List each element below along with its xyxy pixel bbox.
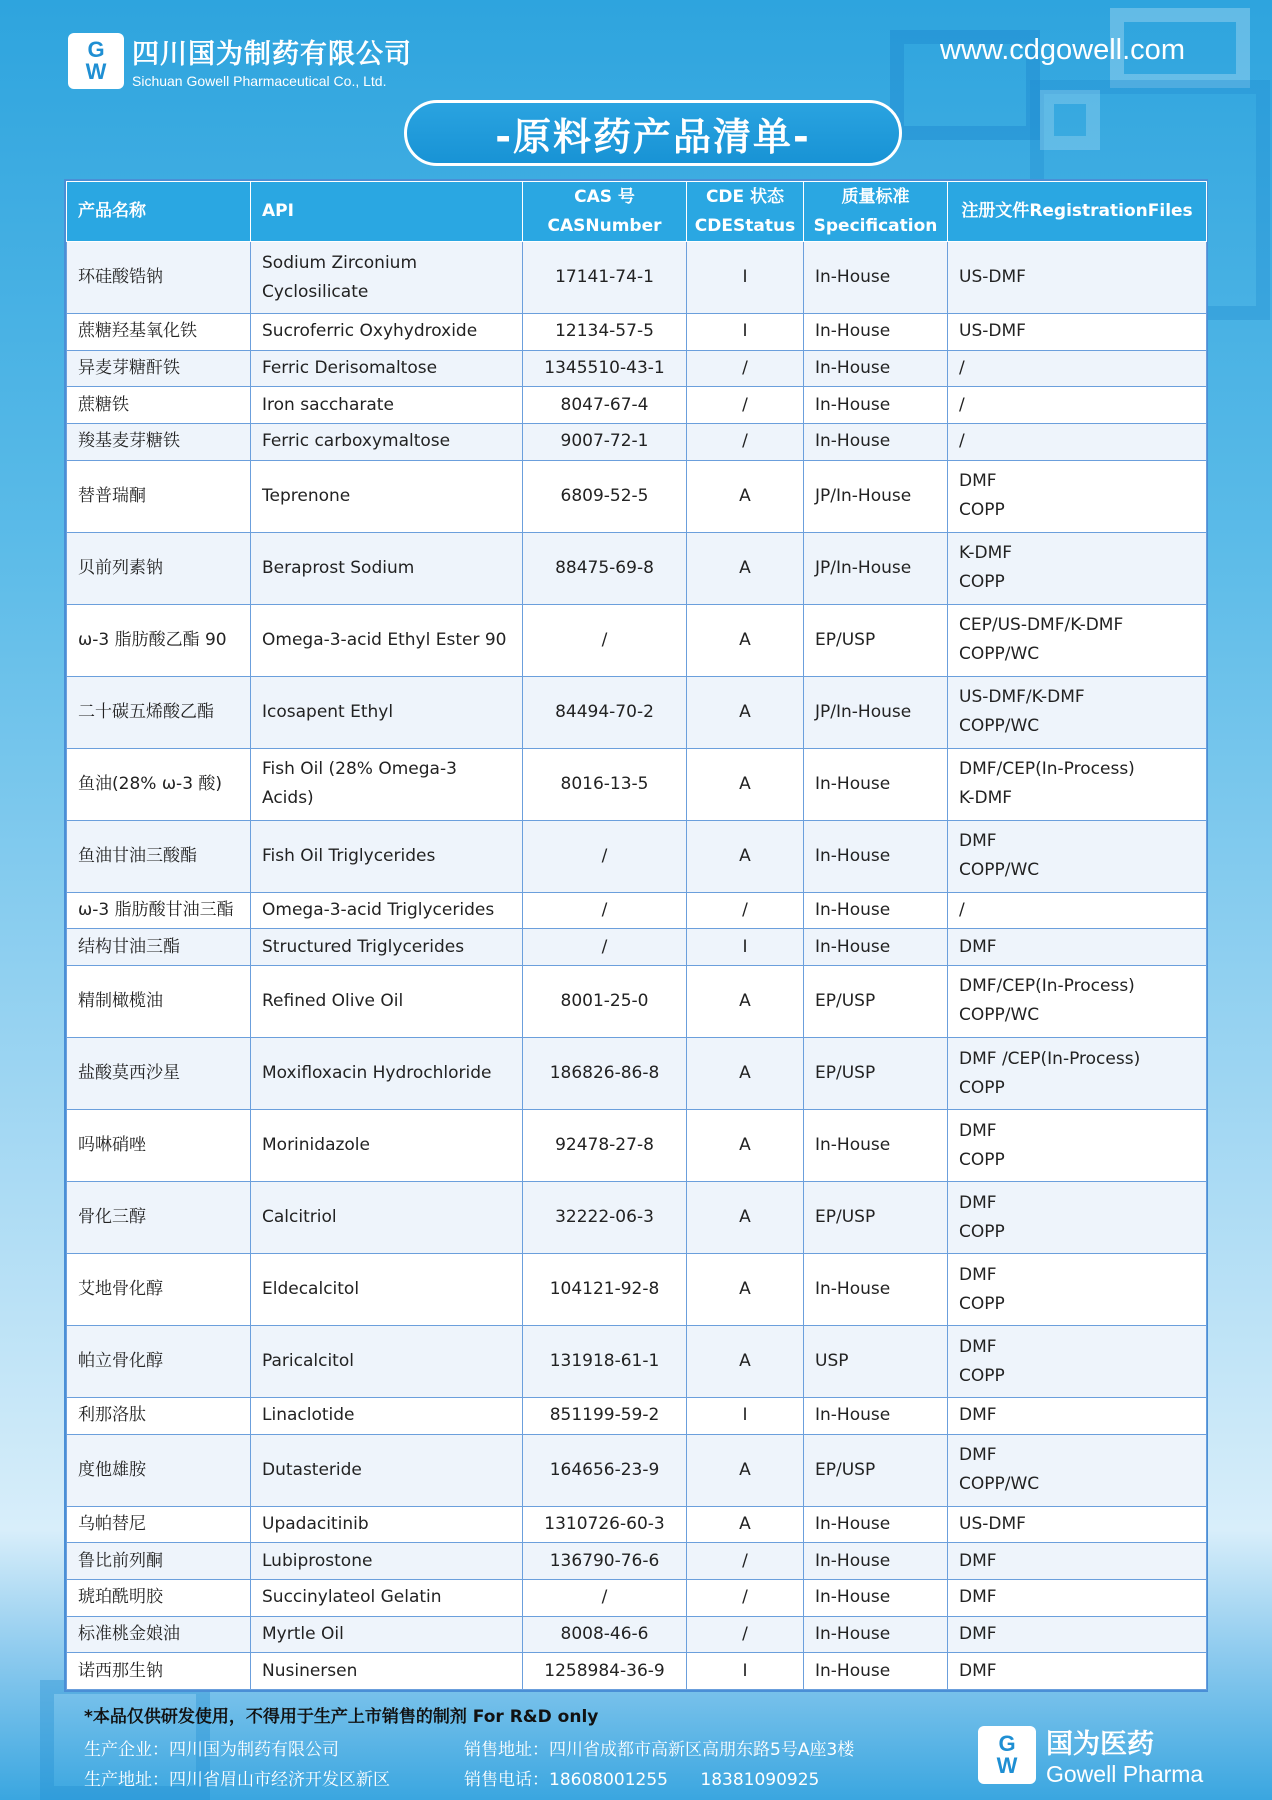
cell-product-name: 标准桃金娘油	[67, 1616, 251, 1653]
cell-cde-status: A	[687, 820, 804, 892]
cell-product-name: 鱼油甘油三酸酯	[67, 820, 251, 892]
cell-registration-files: DMF COPP	[948, 1110, 1207, 1182]
table-row	[67, 1434, 1207, 1506]
cell-cas-number: 12134-57-5	[523, 314, 687, 351]
company-name-cn: 四川国为制药有限公司	[132, 39, 412, 70]
table-row	[67, 423, 1207, 460]
cell-product-name: 吗啉硝唑	[67, 1110, 251, 1182]
table-row	[67, 460, 1207, 532]
table-row	[67, 1506, 1207, 1543]
cell-api: Iron saccharate	[251, 387, 523, 424]
cell-registration-files: /	[948, 350, 1207, 387]
table-row	[67, 1326, 1207, 1398]
cell-product-name: 鲁比前列酮	[67, 1543, 251, 1580]
cell-cde-status: /	[687, 387, 804, 424]
cell-registration-files: /	[948, 387, 1207, 424]
sales-phone: 销售电话：18608001255 18381090925	[464, 1770, 820, 1790]
cell-api: Eldecalcitol	[251, 1254, 523, 1326]
cell-product-name: 盐酸莫西沙星	[67, 1038, 251, 1110]
cell-cde-status: A	[687, 604, 804, 676]
cell-cde-status: A	[687, 676, 804, 748]
cell-registration-files: /	[948, 892, 1207, 929]
cell-cas-number: 104121-92-8	[523, 1254, 687, 1326]
cell-registration-files: CEP/US-DMF/K-DMF COPP/WC	[948, 604, 1207, 676]
cell-cas-number: 88475-69-8	[523, 532, 687, 604]
cell-cas-number: 92478-27-8	[523, 1110, 687, 1182]
table-row	[67, 676, 1207, 748]
table-row	[67, 1110, 1207, 1182]
cell-api: Sucroferric Oxyhydroxide	[251, 314, 523, 351]
cell-registration-files: DMF	[948, 1616, 1207, 1653]
cell-api: Sodium Zirconium Cyclosilicate	[251, 242, 523, 314]
cell-cde-status: /	[687, 1616, 804, 1653]
table-row	[67, 1182, 1207, 1254]
table-header-row	[67, 182, 1207, 242]
cell-cde-status: A	[687, 460, 804, 532]
cell-registration-files: DMF /CEP(In-Process) COPP	[948, 1038, 1207, 1110]
table-row	[67, 820, 1207, 892]
cell-product-name: ω-3 脂肪酸乙酯 90	[67, 604, 251, 676]
cell-cde-status: I	[687, 1653, 804, 1690]
table-row	[67, 314, 1207, 351]
cell-product-name: 二十碳五烯酸乙酯	[67, 676, 251, 748]
cell-cde-status: A	[687, 1254, 804, 1326]
table-row	[67, 892, 1207, 929]
cell-product-name: 羧基麦芽糖铁	[67, 423, 251, 460]
cell-api: Calcitriol	[251, 1182, 523, 1254]
cell-cas-number: 1258984-36-9	[523, 1653, 687, 1690]
cell-registration-files: DMF	[948, 1580, 1207, 1617]
cell-specification: In-House	[804, 242, 948, 314]
cell-registration-files: US-DMF/K-DMF COPP/WC	[948, 676, 1207, 748]
cell-specification: EP/USP	[804, 1038, 948, 1110]
cell-cas-number: 851199-59-2	[523, 1398, 687, 1435]
cell-cas-number: 8008-46-6	[523, 1616, 687, 1653]
cell-cde-status: /	[687, 423, 804, 460]
cell-registration-files: DMF	[948, 1543, 1207, 1580]
cell-product-name: 蔗糖羟基氧化铁	[67, 314, 251, 351]
cell-cde-status: /	[687, 1543, 804, 1580]
cell-cas-number: 17141-74-1	[523, 242, 687, 314]
cell-cde-status: A	[687, 1434, 804, 1506]
rd-only-note: *本品仅供研发使用，不得用于生产上市销售的制剂 For R&D only	[84, 1707, 599, 1727]
cell-specification: In-House	[804, 748, 948, 820]
cell-api: Omega-3-acid Ethyl Ester 90	[251, 604, 523, 676]
cell-registration-files: DMF	[948, 929, 1207, 966]
company-name-block	[132, 32, 412, 89]
cell-product-name: 诺西那生钠	[67, 1653, 251, 1690]
table-row	[67, 387, 1207, 424]
cell-cas-number: 186826-86-8	[523, 1038, 687, 1110]
producer-info: 生产企业：四川国为制药有限公司	[84, 1740, 339, 1760]
cell-specification: In-House	[804, 892, 948, 929]
column-header-api: API	[251, 182, 523, 242]
cell-cas-number: 6809-52-5	[523, 460, 687, 532]
cell-specification: In-House	[804, 1543, 948, 1580]
table-row	[67, 1398, 1207, 1435]
cell-cde-status: A	[687, 748, 804, 820]
company-name-en: Sichuan Gowell Pharmaceutical Co., Ltd.	[132, 73, 387, 89]
brand-name-cn: 国为医药	[1046, 1729, 1154, 1760]
cell-specification: In-House	[804, 1653, 948, 1690]
cell-cde-status: I	[687, 929, 804, 966]
cell-cas-number: 8001-25-0	[523, 965, 687, 1037]
cell-product-name: 艾地骨化醇	[67, 1254, 251, 1326]
cell-api: Moxifloxacin Hydrochloride	[251, 1038, 523, 1110]
cell-cas-number: 131918-61-1	[523, 1326, 687, 1398]
cell-registration-files: US-DMF	[948, 314, 1207, 351]
decorative-frame	[1040, 90, 1100, 150]
cell-api: Myrtle Oil	[251, 1616, 523, 1653]
cell-product-name: 利那洛肽	[67, 1398, 251, 1435]
company-header	[68, 32, 412, 89]
cell-cde-status: /	[687, 1580, 804, 1617]
cell-cas-number: 9007-72-1	[523, 423, 687, 460]
cell-specification: In-House	[804, 423, 948, 460]
cell-api: Succinylateol Gelatin	[251, 1580, 523, 1617]
cell-product-name: 蔗糖铁	[67, 387, 251, 424]
cell-cde-status: I	[687, 242, 804, 314]
product-table-container	[64, 179, 1208, 1692]
table-row	[67, 532, 1207, 604]
cell-cas-number: 164656-23-9	[523, 1434, 687, 1506]
sales-address: 销售地址：四川省成都市高新区高朋东路5号A座3楼	[464, 1740, 855, 1760]
cell-specification: JP/In-House	[804, 532, 948, 604]
table-row	[67, 1038, 1207, 1110]
cell-product-name: 替普瑞酮	[67, 460, 251, 532]
cell-cas-number: 136790-76-6	[523, 1543, 687, 1580]
cell-product-name: ω-3 脂肪酸甘油三酯	[67, 892, 251, 929]
product-table	[66, 181, 1207, 1690]
column-header-cas-number: CAS 号CASNumber	[523, 182, 687, 242]
brand-name-en: Gowell Pharma	[1046, 1761, 1204, 1787]
production-address: 生产地址：四川省眉山市经济开发区新区	[84, 1770, 390, 1790]
cell-cas-number: /	[523, 820, 687, 892]
column-header-specification: 质量标准Specification	[804, 182, 948, 242]
cell-registration-files: DMF COPP/WC	[948, 1434, 1207, 1506]
cell-product-name: 异麦芽糖酐铁	[67, 350, 251, 387]
cell-cas-number: 8016-13-5	[523, 748, 687, 820]
cell-api: Fish Oil (28% Omega-3 Acids)	[251, 748, 523, 820]
cell-api: Ferric carboxymaltose	[251, 423, 523, 460]
cell-specification: EP/USP	[804, 1434, 948, 1506]
column-header-registration-files: 注册文件RegistrationFiles	[948, 182, 1207, 242]
table-row	[67, 1543, 1207, 1580]
cell-api: Linaclotide	[251, 1398, 523, 1435]
cell-api: Fish Oil Triglycerides	[251, 820, 523, 892]
cell-api: Omega-3-acid Triglycerides	[251, 892, 523, 929]
cell-api: Nusinersen	[251, 1653, 523, 1690]
cell-specification: In-House	[804, 1254, 948, 1326]
cell-product-name: 骨化三醇	[67, 1182, 251, 1254]
cell-registration-files: DMF	[948, 1653, 1207, 1690]
column-header-cde-status: CDE 状态CDEStatus	[687, 182, 804, 242]
cell-product-name: 帕立骨化醇	[67, 1326, 251, 1398]
website-link[interactable]: www.cdgowell.com	[940, 34, 1185, 66]
cell-specification: In-House	[804, 1580, 948, 1617]
table-row	[67, 1616, 1207, 1653]
cell-specification: EP/USP	[804, 604, 948, 676]
cell-cde-status: A	[687, 1326, 804, 1398]
cell-cde-status: A	[687, 1182, 804, 1254]
table-row	[67, 242, 1207, 314]
cell-cas-number: /	[523, 892, 687, 929]
cell-registration-files: /	[948, 423, 1207, 460]
cell-specification: JP/In-House	[804, 676, 948, 748]
cell-cas-number: 1310726-60-3	[523, 1506, 687, 1543]
cell-product-name: 鱼油(28% ω-3 酸)	[67, 748, 251, 820]
cell-api: Icosapent Ethyl	[251, 676, 523, 748]
cell-api: Structured Triglycerides	[251, 929, 523, 966]
cell-cas-number: /	[523, 929, 687, 966]
company-logo: G W	[68, 33, 124, 89]
cell-cde-status: A	[687, 1038, 804, 1110]
cell-specification: In-House	[804, 1398, 948, 1435]
cell-registration-files: K-DMF COPP	[948, 532, 1207, 604]
cell-cas-number: 32222-06-3	[523, 1182, 687, 1254]
cell-api: Teprenone	[251, 460, 523, 532]
cell-api: Morinidazole	[251, 1110, 523, 1182]
cell-product-name: 结构甘油三酯	[67, 929, 251, 966]
cell-cas-number: /	[523, 1580, 687, 1617]
cell-registration-files: DMF/CEP(In-Process) COPP/WC	[948, 965, 1207, 1037]
cell-specification: In-House	[804, 1110, 948, 1182]
cell-cde-status: A	[687, 532, 804, 604]
cell-specification: USP	[804, 1326, 948, 1398]
cell-registration-files: US-DMF	[948, 1506, 1207, 1543]
cell-registration-files: DMF/CEP(In-Process) K-DMF	[948, 748, 1207, 820]
cell-api: Upadacitinib	[251, 1506, 523, 1543]
table-row	[67, 965, 1207, 1037]
cell-cas-number: 8047-67-4	[523, 387, 687, 424]
page-title: -原料药产品清单-	[404, 100, 902, 166]
cell-api: Refined Olive Oil	[251, 965, 523, 1037]
cell-cde-status: /	[687, 892, 804, 929]
cell-cde-status: I	[687, 314, 804, 351]
cell-product-name: 度他雄胺	[67, 1434, 251, 1506]
cell-specification: In-House	[804, 1616, 948, 1653]
cell-cde-status: A	[687, 1110, 804, 1182]
cell-registration-files: DMF COPP	[948, 1254, 1207, 1326]
cell-api: Lubiprostone	[251, 1543, 523, 1580]
table-row	[67, 1653, 1207, 1690]
cell-api: Beraprost Sodium	[251, 532, 523, 604]
cell-specification: EP/USP	[804, 965, 948, 1037]
cell-specification: JP/In-House	[804, 460, 948, 532]
cell-registration-files: DMF	[948, 1398, 1207, 1435]
cell-product-name: 环硅酸锆钠	[67, 242, 251, 314]
cell-cde-status: /	[687, 350, 804, 387]
brand-logo-mark: G W	[978, 1726, 1036, 1784]
cell-product-name: 乌帕替尼	[67, 1506, 251, 1543]
table-row	[67, 748, 1207, 820]
table-body	[67, 242, 1207, 1690]
table-row	[67, 1580, 1207, 1617]
cell-cde-status: A	[687, 1506, 804, 1543]
table-row	[67, 929, 1207, 966]
cell-registration-files: US-DMF	[948, 242, 1207, 314]
cell-specification: In-House	[804, 929, 948, 966]
cell-specification: In-House	[804, 314, 948, 351]
cell-cas-number: /	[523, 604, 687, 676]
cell-product-name: 琥珀酰明胶	[67, 1580, 251, 1617]
cell-specification: In-House	[804, 820, 948, 892]
cell-specification: In-House	[804, 387, 948, 424]
cell-registration-files: DMF COPP	[948, 1326, 1207, 1398]
brand-logo	[978, 1722, 1203, 1788]
cell-specification: EP/USP	[804, 1182, 948, 1254]
cell-specification: In-House	[804, 350, 948, 387]
table-row	[67, 1254, 1207, 1326]
cell-product-name: 精制橄榄油	[67, 965, 251, 1037]
cell-specification: In-House	[804, 1506, 948, 1543]
cell-cde-status: A	[687, 965, 804, 1037]
cell-cas-number: 1345510-43-1	[523, 350, 687, 387]
cell-cde-status: I	[687, 1398, 804, 1435]
cell-api: Paricalcitol	[251, 1326, 523, 1398]
cell-registration-files: DMF COPP	[948, 1182, 1207, 1254]
cell-registration-files: DMF COPP/WC	[948, 820, 1207, 892]
cell-api: Ferric Derisomaltose	[251, 350, 523, 387]
cell-registration-files: DMF COPP	[948, 460, 1207, 532]
cell-product-name: 贝前列素钠	[67, 532, 251, 604]
table-row	[67, 604, 1207, 676]
table-row	[67, 350, 1207, 387]
cell-api: Dutasteride	[251, 1434, 523, 1506]
cell-cas-number: 84494-70-2	[523, 676, 687, 748]
column-header-product-name: 产品名称	[67, 182, 251, 242]
